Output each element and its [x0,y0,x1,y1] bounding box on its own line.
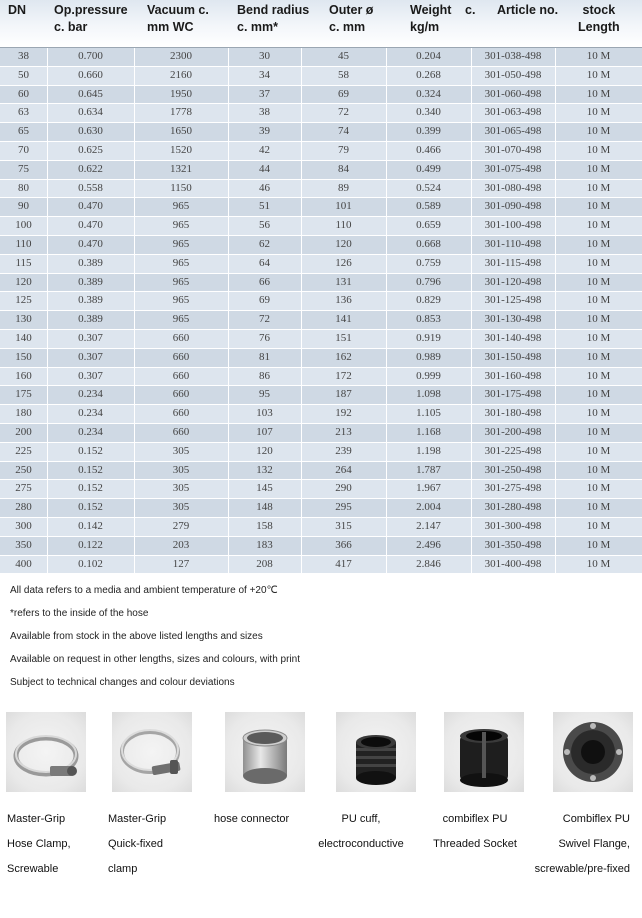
cell-bend-radius: 69 [228,292,302,310]
cell-vacuum: 127 [134,556,229,574]
cell-article-no: 301-140-498 [471,330,556,348]
hose-clamp-icon [6,712,86,792]
note-subject-to-change: Subject to technical changes and colour deviations [10,677,235,688]
cell-dn: 120 [0,274,48,292]
cell-outer-diameter: 264 [301,462,387,480]
cell-vacuum: 965 [134,292,229,310]
cell-dn: 60 [0,86,48,104]
table-row [0,480,642,499]
cell-vacuum: 965 [134,255,229,273]
table-row [0,236,642,255]
cell-article-no: 301-063-498 [471,104,556,122]
cell-op-pressure: 0.470 [47,198,135,216]
cell-weight: 0.759 [386,255,472,273]
cell-article-no: 301-160-498 [471,368,556,386]
cell-article-no: 301-100-498 [471,217,556,235]
product-label-swivel-flange: Combiflex PU Swivel Flange, screwable/pre-fixed [534,813,630,875]
cell-article-no: 301-175-498 [471,386,556,404]
product-label-hose-clamp: Master-Grip Hose Clamp, Screwable [7,813,71,875]
cell-weight: 0.989 [386,349,472,367]
cell-article-no: 301-350-498 [471,537,556,555]
cell-stock-length: 10 M [555,236,642,254]
cell-vacuum: 965 [134,274,229,292]
cell-dn: 300 [0,518,48,536]
cell-article-no: 301-250-498 [471,462,556,480]
header-outer-diameter: Outer ø c. mm [329,3,374,34]
cell-weight: 2.147 [386,518,472,536]
cell-op-pressure: 0.152 [47,480,135,498]
cell-bend-radius: 76 [228,330,302,348]
cell-stock-length: 10 M [555,386,642,404]
cell-outer-diameter: 89 [301,180,387,198]
cell-outer-diameter: 136 [301,292,387,310]
cell-dn: 225 [0,443,48,461]
table-row [0,198,642,217]
table-row [0,161,642,180]
cell-op-pressure: 0.389 [47,311,135,329]
cell-dn: 38 [0,48,48,66]
quick-fixed-clamp-icon [112,712,192,792]
cell-bend-radius: 183 [228,537,302,555]
cell-weight: 2.846 [386,556,472,574]
header-bend-radius: Bend radius c. mm* [237,3,310,34]
cell-dn: 275 [0,480,48,498]
cell-vacuum: 660 [134,349,229,367]
cell-op-pressure: 0.152 [47,499,135,517]
cell-weight: 1.105 [386,405,472,423]
cell-bend-radius: 81 [228,349,302,367]
cell-weight: 0.466 [386,142,472,160]
cell-dn: 175 [0,386,48,404]
cell-dn: 63 [0,104,48,122]
header-stock-length: stock Length [578,3,620,34]
cell-weight: 1.787 [386,462,472,480]
cell-op-pressure: 0.630 [47,123,135,141]
cell-vacuum: 203 [134,537,229,555]
cell-stock-length: 10 M [555,161,642,179]
cell-outer-diameter: 192 [301,405,387,423]
cell-bend-radius: 86 [228,368,302,386]
cell-bend-radius: 56 [228,217,302,235]
cell-stock-length: 10 M [555,537,642,555]
cell-dn: 400 [0,556,48,574]
cell-outer-diameter: 110 [301,217,387,235]
cell-stock-length: 10 M [555,518,642,536]
cell-op-pressure: 0.634 [47,104,135,122]
cell-stock-length: 10 M [555,180,642,198]
cell-weight: 0.399 [386,123,472,141]
cell-bend-radius: 95 [228,386,302,404]
cell-op-pressure: 0.102 [47,556,135,574]
cell-weight: 0.268 [386,67,472,85]
header-op-pressure: Op.pressure c. bar [54,3,128,34]
table-row [0,368,642,387]
cell-bend-radius: 44 [228,161,302,179]
table-row [0,217,642,236]
cell-vacuum: 965 [134,236,229,254]
cell-bend-radius: 34 [228,67,302,85]
table-header [0,0,642,48]
product-label-hose-connector: hose connector [214,813,290,825]
cell-bend-radius: 46 [228,180,302,198]
cell-article-no: 301-075-498 [471,161,556,179]
notes [10,584,300,699]
cell-dn: 100 [0,217,48,235]
cell-dn: 80 [0,180,48,198]
cell-dn: 150 [0,349,48,367]
cell-op-pressure: 0.660 [47,67,135,85]
cell-vacuum: 1520 [134,142,229,160]
cell-op-pressure: 0.234 [47,405,135,423]
cell-bend-radius: 145 [228,480,302,498]
cell-bend-radius: 66 [228,274,302,292]
cell-op-pressure: 0.389 [47,274,135,292]
cell-vacuum: 2160 [134,67,229,85]
cell-dn: 180 [0,405,48,423]
cell-dn: 160 [0,368,48,386]
table-row [0,274,642,293]
cell-article-no: 301-150-498 [471,349,556,367]
cell-vacuum: 1650 [134,123,229,141]
cell-stock-length: 10 M [555,104,642,122]
data-table [0,48,642,574]
cell-stock-length: 10 M [555,499,642,517]
cell-outer-diameter: 72 [301,104,387,122]
cell-bend-radius: 120 [228,443,302,461]
cell-outer-diameter: 290 [301,480,387,498]
cell-op-pressure: 0.470 [47,236,135,254]
cell-op-pressure: 0.307 [47,349,135,367]
cell-article-no: 301-090-498 [471,198,556,216]
cell-dn: 250 [0,462,48,480]
cell-outer-diameter: 417 [301,556,387,574]
cell-dn: 75 [0,161,48,179]
table-row [0,142,642,161]
cell-weight: 0.204 [386,48,472,66]
cell-dn: 140 [0,330,48,348]
cell-op-pressure: 0.389 [47,292,135,310]
cell-outer-diameter: 69 [301,86,387,104]
note-temperature: All data refers to a media and ambient temperature of +20℃ [10,585,278,596]
product-label-threaded-socket: combiflex PU Threaded Socket [433,813,517,850]
cell-outer-diameter: 213 [301,424,387,442]
cell-vacuum: 660 [134,330,229,348]
cell-vacuum: 965 [134,198,229,216]
cell-stock-length: 10 M [555,217,642,235]
cell-weight: 2.496 [386,537,472,555]
cell-bend-radius: 39 [228,123,302,141]
cell-vacuum: 660 [134,424,229,442]
cell-op-pressure: 0.234 [47,424,135,442]
cell-weight: 1.967 [386,480,472,498]
cell-outer-diameter: 126 [301,255,387,273]
cell-article-no: 301-060-498 [471,86,556,104]
cell-article-no: 301-180-498 [471,405,556,423]
table-row [0,67,642,86]
cell-article-no: 301-070-498 [471,142,556,160]
cell-weight: 0.796 [386,274,472,292]
cell-article-no: 301-275-498 [471,480,556,498]
cell-weight: 1.168 [386,424,472,442]
cell-vacuum: 305 [134,480,229,498]
cell-bend-radius: 107 [228,424,302,442]
cell-op-pressure: 0.152 [47,443,135,461]
cell-vacuum: 305 [134,499,229,517]
cell-weight: 0.524 [386,180,472,198]
cell-article-no: 301-300-498 [471,518,556,536]
cell-weight: 0.999 [386,368,472,386]
cell-vacuum: 305 [134,462,229,480]
note-on-request: Available on request in other lengths, sizes and colours, with print [10,654,300,665]
cell-outer-diameter: 79 [301,142,387,160]
cell-outer-diameter: 131 [301,274,387,292]
cell-stock-length: 10 M [555,198,642,216]
cell-vacuum: 965 [134,311,229,329]
cell-stock-length: 10 M [555,67,642,85]
cell-op-pressure: 0.389 [47,255,135,273]
table-row [0,349,642,368]
cell-stock-length: 10 M [555,123,642,141]
cell-weight: 0.919 [386,330,472,348]
table-row [0,443,642,462]
cell-dn: 280 [0,499,48,517]
cell-bend-radius: 64 [228,255,302,273]
cell-dn: 110 [0,236,48,254]
cell-op-pressure: 0.234 [47,386,135,404]
cell-article-no: 301-080-498 [471,180,556,198]
cell-stock-length: 10 M [555,255,642,273]
product-label-quick-fixed-clamp: Master-Grip Quick-fixed clamp [108,813,167,875]
cell-weight: 0.659 [386,217,472,235]
cell-op-pressure: 0.307 [47,330,135,348]
cell-stock-length: 10 M [555,424,642,442]
cell-dn: 350 [0,537,48,555]
cell-vacuum: 1321 [134,161,229,179]
cell-stock-length: 10 M [555,480,642,498]
table-row [0,255,642,274]
header-dn: DN [8,3,27,17]
cell-weight: 1.098 [386,386,472,404]
cell-bend-radius: 132 [228,462,302,480]
cell-outer-diameter: 45 [301,48,387,66]
cell-outer-diameter: 151 [301,330,387,348]
header-vacuum: Vacuum c. mm WC [147,3,209,34]
cell-vacuum: 1950 [134,86,229,104]
cell-stock-length: 10 M [555,48,642,66]
cell-outer-diameter: 295 [301,499,387,517]
cell-vacuum: 660 [134,405,229,423]
cell-dn: 115 [0,255,48,273]
cell-outer-diameter: 101 [301,198,387,216]
cell-outer-diameter: 366 [301,537,387,555]
cell-bend-radius: 148 [228,499,302,517]
cell-op-pressure: 0.700 [47,48,135,66]
cell-article-no: 301-130-498 [471,311,556,329]
cell-vacuum: 660 [134,368,229,386]
cell-article-no: 301-038-498 [471,48,556,66]
cell-stock-length: 10 M [555,405,642,423]
cell-vacuum: 1150 [134,180,229,198]
cell-stock-length: 10 M [555,292,642,310]
cell-bend-radius: 37 [228,86,302,104]
cell-stock-length: 10 M [555,556,642,574]
pu-cuff-icon [336,712,416,792]
cell-vacuum: 965 [134,217,229,235]
cell-vacuum: 279 [134,518,229,536]
cell-op-pressure: 0.152 [47,462,135,480]
cell-stock-length: 10 M [555,274,642,292]
header-weight-c: c. [465,3,476,17]
cell-op-pressure: 0.625 [47,142,135,160]
cell-article-no: 301-280-498 [471,499,556,517]
cell-outer-diameter: 141 [301,311,387,329]
cell-stock-length: 10 M [555,368,642,386]
cell-op-pressure: 0.122 [47,537,135,555]
cell-article-no: 301-050-498 [471,67,556,85]
cell-outer-diameter: 172 [301,368,387,386]
cell-outer-diameter: 162 [301,349,387,367]
cell-dn: 65 [0,123,48,141]
table-row [0,86,642,105]
cell-stock-length: 10 M [555,86,642,104]
cell-article-no: 301-125-498 [471,292,556,310]
cell-outer-diameter: 187 [301,386,387,404]
cell-weight: 0.589 [386,198,472,216]
table-row [0,386,642,405]
cell-stock-length: 10 M [555,142,642,160]
table-row [0,405,642,424]
cell-op-pressure: 0.645 [47,86,135,104]
cell-article-no: 301-065-498 [471,123,556,141]
cell-dn: 90 [0,198,48,216]
table-row [0,311,642,330]
table-row [0,48,642,67]
cell-stock-length: 10 M [555,311,642,329]
table-row [0,556,642,575]
cell-bend-radius: 30 [228,48,302,66]
cell-bend-radius: 42 [228,142,302,160]
cell-bend-radius: 51 [228,198,302,216]
note-inside-hose: *refers to the inside of the hose [10,608,149,619]
product-label-pu-cuff: PU cuff, electroconductive [318,813,404,850]
cell-weight: 0.499 [386,161,472,179]
cell-dn: 200 [0,424,48,442]
cell-outer-diameter: 58 [301,67,387,85]
cell-weight: 1.198 [386,443,472,461]
cell-outer-diameter: 120 [301,236,387,254]
table-row [0,518,642,537]
cell-weight: 0.340 [386,104,472,122]
cell-dn: 125 [0,292,48,310]
cell-article-no: 301-400-498 [471,556,556,574]
cell-vacuum: 2300 [134,48,229,66]
cell-stock-length: 10 M [555,349,642,367]
cell-vacuum: 305 [134,443,229,461]
cell-article-no: 301-120-498 [471,274,556,292]
cell-article-no: 301-110-498 [471,236,556,254]
cell-op-pressure: 0.142 [47,518,135,536]
cell-outer-diameter: 84 [301,161,387,179]
cell-bend-radius: 158 [228,518,302,536]
cell-article-no: 301-225-498 [471,443,556,461]
header-weight: Weight kg/m [410,3,452,34]
cell-vacuum: 660 [134,386,229,404]
table-row [0,330,642,349]
cell-weight: 0.324 [386,86,472,104]
table-row [0,424,642,443]
cell-bend-radius: 72 [228,311,302,329]
cell-op-pressure: 0.622 [47,161,135,179]
swivel-flange-icon [553,712,633,792]
cell-op-pressure: 0.470 [47,217,135,235]
threaded-socket-icon [444,712,524,792]
cell-bend-radius: 103 [228,405,302,423]
cell-dn: 50 [0,67,48,85]
cell-bend-radius: 38 [228,104,302,122]
cell-weight: 0.829 [386,292,472,310]
cell-weight: 0.853 [386,311,472,329]
table-row [0,537,642,556]
table-row [0,292,642,311]
cell-vacuum: 1778 [134,104,229,122]
cell-bend-radius: 208 [228,556,302,574]
header-article-no: Article no. [497,3,559,17]
table-row [0,499,642,518]
note-stock: Available from stock in the above listed lengths and sizes [10,631,263,642]
cell-weight: 2.004 [386,499,472,517]
cell-weight: 0.668 [386,236,472,254]
cell-dn: 130 [0,311,48,329]
cell-outer-diameter: 315 [301,518,387,536]
cell-outer-diameter: 74 [301,123,387,141]
cell-bend-radius: 62 [228,236,302,254]
table-row [0,104,642,123]
cell-article-no: 301-200-498 [471,424,556,442]
cell-dn: 70 [0,142,48,160]
hose-connector-icon [225,712,305,792]
cell-article-no: 301-115-498 [471,255,556,273]
table-row [0,462,642,481]
table-row [0,123,642,142]
cell-stock-length: 10 M [555,443,642,461]
cell-stock-length: 10 M [555,330,642,348]
accessories-row [0,712,642,918]
table-row [0,180,642,199]
cell-op-pressure: 0.558 [47,180,135,198]
cell-stock-length: 10 M [555,462,642,480]
cell-op-pressure: 0.307 [47,368,135,386]
cell-outer-diameter: 239 [301,443,387,461]
